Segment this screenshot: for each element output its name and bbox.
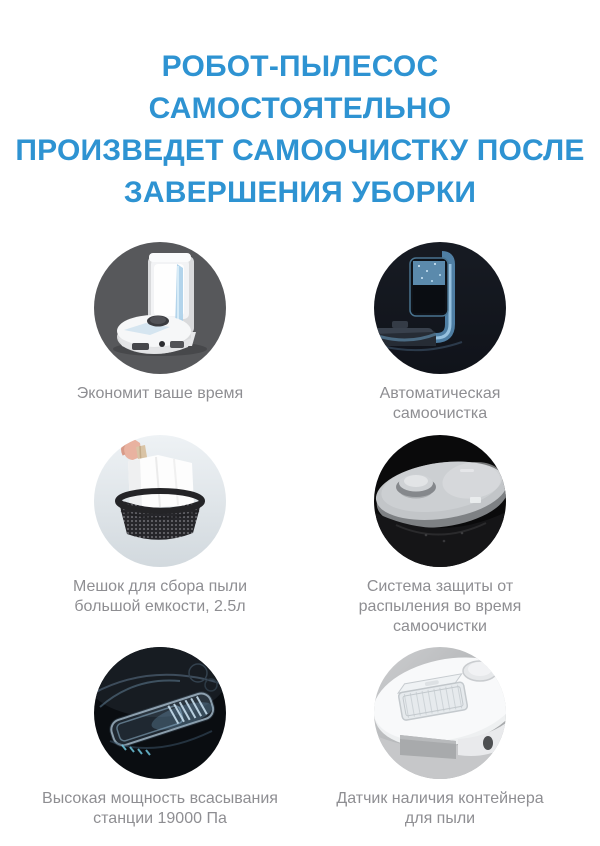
feature-caption: Датчик наличия контейнера для пыли: [336, 790, 544, 827]
self-clean-schematic-image: [374, 242, 506, 374]
infographic-page: [0, 46, 600, 846]
dust-container-illustration: [374, 647, 506, 779]
feature-tile-dust-bag: [20, 435, 300, 637]
feature-caption: Мешок для сбора пыли большой емкости, 2.5л: [72, 578, 248, 615]
feature-grid: [20, 242, 580, 829]
feature-tile-container-sensor: [300, 647, 580, 829]
feature-caption: Экономит ваше время: [76, 385, 244, 402]
feature-tile-auto-self-clean: [300, 242, 580, 424]
feature-tile-suction-power: [20, 647, 300, 829]
feature-caption: Система защиты от распыления во время самоочистки: [358, 578, 522, 635]
feature-tile-save-time: [20, 242, 300, 424]
title-line-3: ЗАВЕРШЕНИЯ УБОРКИ: [123, 176, 477, 209]
feature-tile-spray-protection: [300, 435, 580, 637]
dust-bag-image: [94, 435, 226, 567]
title-line-1: РОБОТ-ПЫЛЕСОС САМОСТОЯТЕЛЬНО: [148, 50, 452, 125]
lidar-closeup-image: [374, 435, 506, 567]
page-title: [8, 46, 592, 214]
title-line-2: ПРОИЗВЕДЕТ САМООЧИСТКУ ПОСЛЕ: [15, 134, 585, 167]
suction-xray-image: [94, 647, 226, 779]
feature-caption: Высокая мощность всасывания станции 19000 Па: [42, 790, 278, 827]
dust-container-image: [374, 647, 506, 779]
robot-station-illustration: [94, 242, 226, 374]
dust-bag-illustration: [94, 435, 226, 567]
feature-caption: Автоматическая самоочистка: [379, 385, 501, 422]
airflow-xray-illustration: [94, 647, 226, 779]
robot-top-illustration: [374, 435, 506, 567]
robot-docked-at-station-image: [94, 242, 226, 374]
dust-transfer-illustration: [374, 242, 506, 374]
